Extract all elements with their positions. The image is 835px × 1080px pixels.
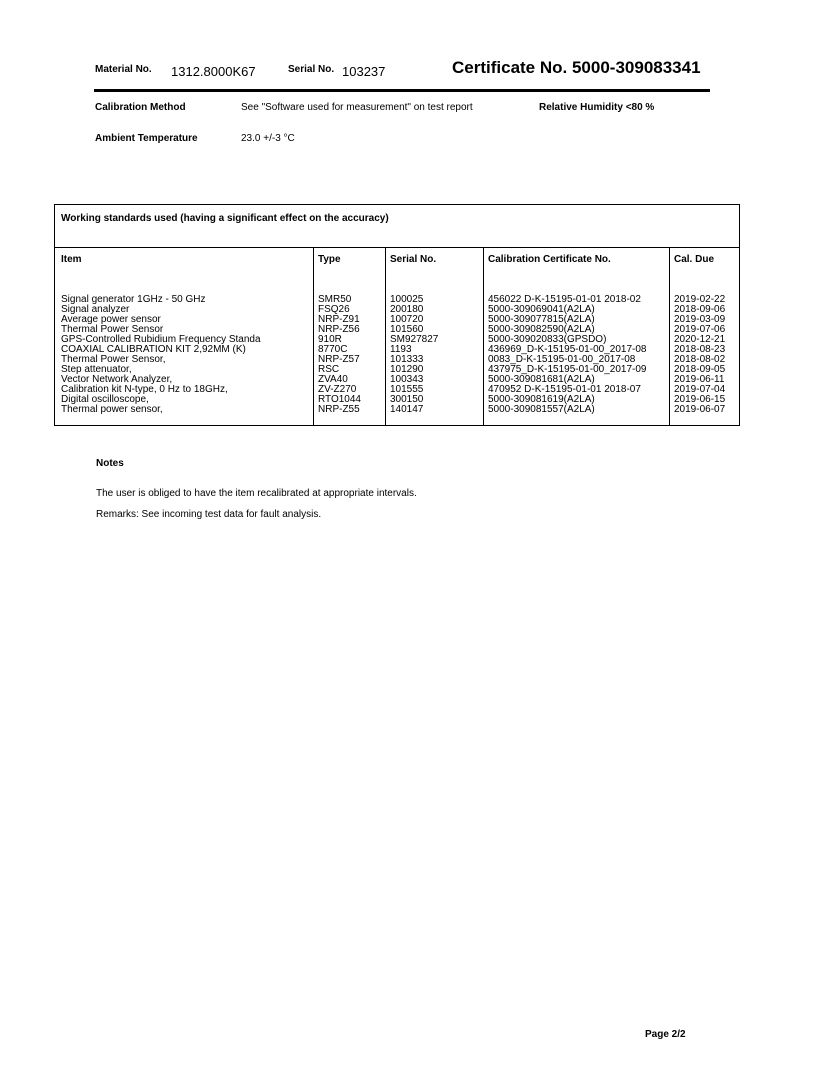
cell-cal-due: 2019-07-04 (674, 384, 726, 395)
column-divider (669, 247, 670, 425)
cell-serial: 200180 (390, 304, 424, 315)
calibration-method-value: See "Software used for measurement" on test report (241, 102, 473, 113)
table-divider (55, 247, 739, 248)
column-cal-due (674, 295, 725, 415)
cell-type: SMR50 (318, 294, 352, 305)
header-cal-due: Cal. Due (674, 254, 715, 265)
cell-type: NRP-Z55 (318, 404, 360, 415)
cell-item: Thermal Power Sensor, (61, 354, 166, 365)
cell-cal-due: 2019-06-11 (674, 374, 725, 385)
column-divider (385, 247, 386, 425)
cell-item: Step attenuator, (61, 364, 132, 375)
cell-cal-due: 2019-06-07 (674, 404, 726, 415)
cell-type: ZV-Z270 (318, 384, 357, 395)
cell-certificate: 470952 D-K-15195-01-01 2018-07 (488, 384, 641, 395)
cell-cal-due: 2019-02-22 (674, 294, 726, 305)
cell-certificate: 5000-309069041(A2LA) (488, 304, 595, 315)
cell-item: GPS-Controlled Rubidium Frequency Standa (61, 334, 261, 345)
working-standards-table (54, 204, 740, 426)
cell-type: RSC (318, 364, 340, 375)
working-standards-title: Working standards used (having a significant effect on the accuracy) (61, 213, 389, 224)
cell-cal-due: 2020-12-21 (674, 334, 726, 345)
header-item: Item (61, 254, 82, 265)
cell-certificate: 436969_D-K-15195-01-00_2017-08 (488, 344, 647, 355)
cell-cal-due: 2019-03-09 (674, 314, 726, 325)
notes-recalibration: The user is obliged to have the item recalibrated at appropriate intervals. (96, 488, 417, 499)
cell-serial: 101290 (390, 364, 424, 375)
cell-serial: 100720 (390, 314, 424, 325)
cell-certificate: 456022 D-K-15195-01-01 2018-02 (488, 294, 641, 305)
cell-cal-due: 2018-08-02 (674, 354, 726, 365)
column-serial (390, 295, 438, 415)
column-certificate (488, 295, 646, 415)
cell-serial: 1193 (390, 344, 412, 355)
cell-certificate: 0083_D-K-15195-01-00_2017-08 (488, 354, 636, 365)
cell-certificate: 5000-309020833(GPSDO) (488, 334, 607, 345)
cell-type: 910R (318, 334, 342, 345)
cell-serial: 140147 (390, 404, 424, 415)
cell-item: Vector Network Analyzer, (61, 374, 173, 385)
cell-item: Digital oscilloscope, (61, 394, 149, 405)
serial-value: 103237 (342, 64, 386, 79)
cell-serial: 101555 (390, 384, 424, 395)
notes-remarks: Remarks: See incoming test data for fault analysis. (96, 509, 322, 520)
cell-type: NRP-Z56 (318, 324, 360, 335)
header-certificate: Calibration Certificate No. (488, 254, 611, 265)
notes-title: Notes (96, 458, 124, 469)
header-type: Type (318, 254, 341, 265)
header-serial: Serial No. (390, 254, 437, 265)
cell-type: ZVA40 (318, 374, 348, 385)
column-type (318, 295, 361, 415)
cell-cal-due: 2019-07-06 (674, 324, 726, 335)
cell-item: Thermal Power Sensor (61, 324, 164, 335)
cell-certificate: 5000-309081681(A2LA) (488, 374, 595, 385)
cell-serial: 100343 (390, 374, 424, 385)
cell-item: Calibration kit N-type, 0 Hz to 18GHz, (61, 384, 228, 395)
cell-item: Signal analyzer (61, 304, 130, 315)
certificate-number: Certificate No. 5000-309083341 (452, 58, 701, 77)
serial-label: Serial No. (288, 64, 335, 75)
cell-type: NRP-Z91 (318, 314, 360, 325)
relative-humidity: Relative Humidity <80 % (539, 102, 655, 113)
cell-serial: 101560 (390, 324, 424, 335)
column-item (61, 295, 261, 415)
cell-type: NRP-Z57 (318, 354, 360, 365)
cell-cal-due: 2018-09-06 (674, 304, 726, 315)
cell-certificate: 5000-309081619(A2LA) (488, 394, 595, 405)
material-value: 1312.8000K67 (171, 64, 256, 79)
cell-type: RTO1044 (318, 394, 361, 405)
header-rule (94, 89, 710, 92)
cell-certificate: 437975_D-K-15195-01-00_2017-09 (488, 364, 647, 375)
cell-certificate: 5000-309077815(A2LA) (488, 314, 595, 325)
cell-certificate: 5000-309082590(A2LA) (488, 324, 595, 335)
cell-item: COAXIAL CALIBRATION KIT 2,92MM (K) (61, 344, 246, 355)
cell-type: FSQ26 (318, 304, 350, 315)
cell-serial: 300150 (390, 394, 424, 405)
cell-item: Signal generator 1GHz - 50 GHz (61, 294, 206, 305)
column-divider (313, 247, 314, 425)
cell-item: Average power sensor (61, 314, 161, 325)
cell-serial: SM927827 (390, 334, 439, 345)
ambient-temperature-value: 23.0 +/-3 °C (241, 133, 295, 144)
cell-item: Thermal power sensor, (61, 404, 163, 415)
cell-cal-due: 2019-06-15 (674, 394, 726, 405)
cell-certificate: 5000-309081557(A2LA) (488, 404, 595, 415)
cell-cal-due: 2018-08-23 (674, 344, 726, 355)
cell-serial: 100025 (390, 294, 424, 305)
cell-cal-due: 2018-09-05 (674, 364, 726, 375)
material-label: Material No. (95, 64, 152, 75)
cell-type: 8770C (318, 344, 348, 355)
cell-serial: 101333 (390, 354, 424, 365)
column-divider (483, 247, 484, 425)
ambient-temperature-label: Ambient Temperature (95, 133, 198, 144)
page-number: Page 2/2 (645, 1029, 686, 1040)
calibration-method-label: Calibration Method (95, 102, 186, 113)
